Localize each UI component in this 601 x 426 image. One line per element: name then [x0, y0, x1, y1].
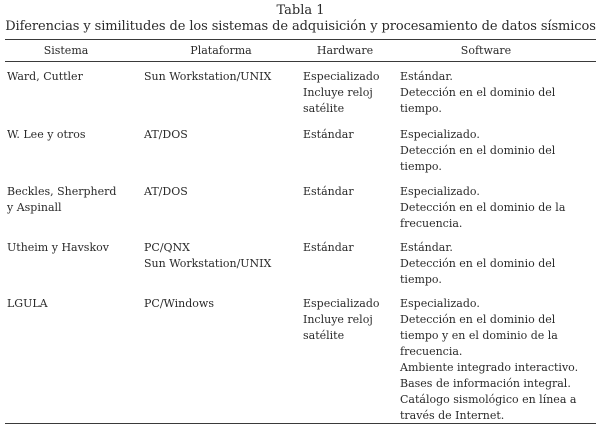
- cell-line: frecuencia.: [400, 217, 463, 230]
- cell-line: Estándar: [303, 128, 354, 141]
- column-header-hardware: Hardware: [316, 44, 374, 57]
- table-header-rule: [5, 61, 596, 62]
- cell-line: Detección en el dominio del: [400, 144, 556, 157]
- cell-line: AT/DOS: [144, 128, 188, 141]
- cell-line: Especializado: [303, 70, 380, 83]
- cell-line: tiempo.: [400, 160, 442, 173]
- cell-line: tiempo.: [400, 273, 442, 286]
- cell-line: Incluye reloj: [303, 313, 373, 326]
- table-caption: Diferencias y similitudes de los sistemas de adquisición y procesamiento de datos sísmicos: [5, 19, 596, 34]
- table-cell-sistema: [7, 69, 83, 85]
- cell-line: Utheim y Havskov: [7, 241, 109, 254]
- table-cell-sistema: [7, 127, 85, 143]
- cell-line: Estándar.: [400, 70, 453, 83]
- table-bottom-rule: [5, 423, 596, 424]
- column-header-plataforma: Plataforma: [190, 44, 252, 57]
- cell-line: satélite: [303, 102, 345, 115]
- cell-line: satélite: [303, 329, 345, 342]
- cell-line: y Aspinall: [7, 201, 62, 214]
- table-cell-software: [400, 69, 555, 117]
- table-cell-plataforma: [144, 240, 271, 272]
- cell-line: Detección en el dominio del: [400, 86, 556, 99]
- column-header-software: Software: [460, 44, 512, 57]
- cell-line: Incluye reloj: [303, 86, 373, 99]
- table-cell-hardware: [303, 240, 354, 256]
- cell-line: Ward, Cuttler: [7, 70, 83, 83]
- cell-line: Especializado.: [400, 185, 480, 198]
- table-cell-hardware: [303, 69, 380, 117]
- cell-line: frecuencia.: [400, 345, 463, 358]
- table-top-rule: [5, 39, 596, 40]
- table-cell-hardware: [303, 184, 354, 200]
- cell-line: Bases de información integral.: [400, 377, 571, 390]
- cell-line: W. Lee y otros: [7, 128, 86, 141]
- table-cell-sistema: [7, 240, 109, 256]
- cell-line: Catálogo sismológico en línea a: [400, 393, 577, 406]
- table-cell-sistema: [7, 296, 48, 312]
- cell-line: PC/QNX: [144, 241, 190, 254]
- cell-line: Detección en el dominio de la: [400, 201, 566, 214]
- cell-line: LGULA: [7, 297, 48, 310]
- cell-line: tiempo y en el dominio de la: [400, 329, 558, 342]
- cell-line: PC/Windows: [144, 297, 214, 310]
- table-cell-plataforma: [144, 127, 188, 143]
- table-number: Tabla 1: [276, 3, 325, 18]
- cell-line: Estándar: [303, 185, 354, 198]
- table-cell-software: [400, 127, 555, 175]
- table-cell-plataforma: [144, 184, 188, 200]
- column-header-sistema: Sistema: [43, 44, 89, 57]
- cell-line: Detección en el dominio del: [400, 257, 556, 270]
- table-cell-plataforma: [144, 296, 214, 312]
- cell-line: Beckles, Sherpherd: [7, 185, 117, 198]
- table-cell-software: [400, 240, 555, 288]
- cell-line: Detección en el dominio del: [400, 313, 556, 326]
- cell-line: Especializado.: [400, 128, 480, 141]
- table-cell-hardware: [303, 296, 380, 344]
- cell-line: AT/DOS: [144, 185, 188, 198]
- cell-line: Sun Workstation/UNIX: [144, 70, 272, 83]
- table-cell-software: [400, 296, 578, 424]
- cell-line: tiempo.: [400, 102, 442, 115]
- table-cell-plataforma: [144, 69, 271, 85]
- cell-line: Especializado.: [400, 297, 480, 310]
- table-cell-sistema: [7, 184, 116, 216]
- table-cell-hardware: [303, 127, 354, 143]
- table-cell-software: [400, 184, 565, 232]
- cell-line: Sun Workstation/UNIX: [144, 257, 272, 270]
- cell-line: Estándar: [303, 241, 354, 254]
- cell-line: Estándar.: [400, 241, 453, 254]
- cell-line: Especializado: [303, 297, 380, 310]
- cell-line: través de Internet.: [400, 409, 505, 422]
- cell-line: Ambiente integrado interactivo.: [400, 361, 579, 374]
